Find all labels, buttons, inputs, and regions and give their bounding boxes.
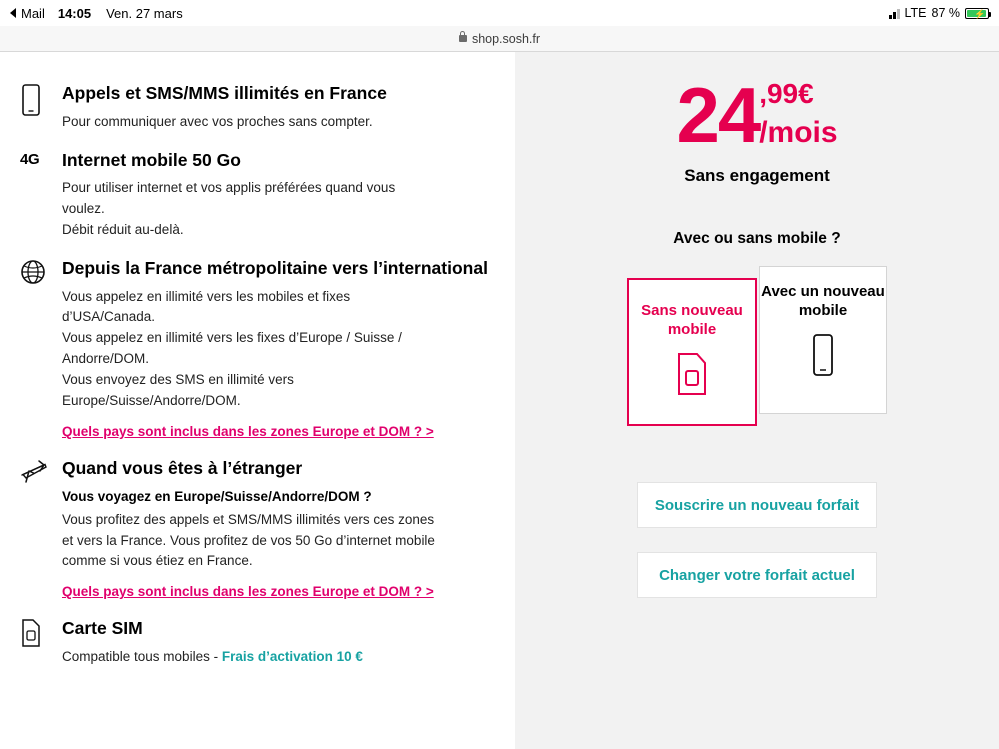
price-integer: 24 [676, 71, 760, 159]
battery-percent-label: 87 % [931, 6, 960, 20]
price-period: /mois [759, 116, 838, 149]
feature-title: Carte SIM [62, 618, 143, 639]
feature-line [62, 647, 497, 668]
status-bar-left[interactable] [10, 6, 183, 21]
sim-card-icon [675, 352, 709, 401]
feature-line: d’USA/Canada. [62, 309, 156, 325]
phone-icon [14, 82, 62, 116]
status-bar-right [889, 6, 990, 20]
plan-features-column [0, 52, 515, 749]
smartphone-icon [809, 333, 837, 382]
feature-line: Europe/Suisse/Andorre/DOM. [62, 393, 241, 409]
feature-line: Débit réduit au-delà. [62, 222, 184, 238]
device-choice-group [533, 266, 981, 426]
feature-subtitle: Vous voyagez en Europe/Suisse/Andorre/DOM ? [62, 488, 372, 504]
globe-icon [14, 257, 62, 285]
sim-compat-text: Compatible tous mobiles - [62, 649, 222, 665]
feature-title: Appels et SMS/MMS illimités en France [62, 83, 387, 103]
feature-line: Vous appelez en illimité vers les mobiles et fixes [62, 288, 351, 304]
change-current-plan-button[interactable]: Changer votre forfait actuel [637, 552, 877, 598]
price-block [533, 71, 981, 159]
zones-info-link[interactable]: Quels pays sont inclus dans les zones Europe et DOM ? > [62, 424, 434, 440]
signal-strength-icon [889, 8, 900, 19]
network-type-label: LTE [904, 6, 927, 20]
feature-line: Vous envoyez des SMS en illimité vers [62, 372, 294, 388]
feature-line: Pour utiliser internet et vos applis préférées quand vous [62, 180, 396, 196]
page-content [0, 52, 999, 749]
browser-address-bar[interactable] [0, 26, 999, 52]
feature-line: Vous appelez en illimité vers les fixes d’Europe / Suisse / [62, 330, 402, 346]
choice-avec-nouveau-mobile[interactable] [759, 266, 887, 414]
feature-line: Pour communiquer avec vos proches sans compter. [62, 113, 373, 129]
4g-label: 4G [20, 150, 40, 168]
feature-title: Quand vous êtes à l’étranger [62, 458, 303, 479]
back-app-label[interactable]: Mail [21, 5, 45, 21]
no-commitment-label: Sans engagement [684, 166, 830, 185]
feature-body [62, 257, 497, 441]
price-cents: ,99€ [759, 78, 814, 109]
feature-item [14, 82, 497, 133]
choice-label: Avec un nouveau mobile [761, 283, 885, 319]
feature-body [62, 617, 497, 668]
date-label: Ven. 27 mars [106, 5, 183, 21]
activation-fee-text: Frais d’activation 10 € [221, 649, 363, 665]
4g-icon [14, 149, 62, 168]
clock-label: 14:05 [57, 5, 92, 21]
plane-icon [14, 457, 62, 485]
ios-status-bar [0, 0, 999, 26]
feature-body [62, 457, 497, 601]
price-side [759, 80, 837, 148]
zones-info-link[interactable]: Quels pays sont inclus dans les zones Europe et DOM ? > [62, 584, 434, 600]
feature-line: comme si vous étiez en France. [62, 553, 253, 569]
feature-item [14, 617, 497, 668]
feature-title: Internet mobile 50 Go [62, 149, 241, 170]
choice-sans-nouveau-mobile[interactable] [627, 278, 757, 426]
feature-item [14, 257, 497, 441]
choice-question: Avec ou sans mobile ? [673, 230, 841, 247]
feature-title: Depuis la France métropolitaine vers l’international [62, 257, 488, 278]
subscribe-new-plan-button[interactable]: Souscrire un nouveau forfait [637, 482, 877, 528]
feature-item [14, 457, 497, 601]
feature-line: et vers la France. Vous profitez de vos 50 Go d’internet mobile [62, 532, 435, 548]
feature-body [62, 149, 497, 241]
url-text[interactable]: shop.sosh.fr [471, 31, 541, 46]
lock-icon [459, 35, 467, 42]
battery-icon: ⚡ [965, 8, 989, 19]
feature-line: Andorre/DOM. [62, 351, 150, 367]
offer-panel [515, 52, 999, 749]
back-arrow-icon[interactable] [10, 8, 16, 18]
sim-card-icon [14, 617, 62, 647]
feature-item [14, 149, 497, 241]
feature-line: Vous profitez des appels et SMS/MMS illimités vers ces zones [62, 511, 435, 527]
feature-line: voulez. [62, 201, 105, 217]
clipped-heading [14, 52, 497, 66]
choice-label: Sans nouveau mobile [641, 302, 743, 338]
feature-body [62, 82, 497, 133]
